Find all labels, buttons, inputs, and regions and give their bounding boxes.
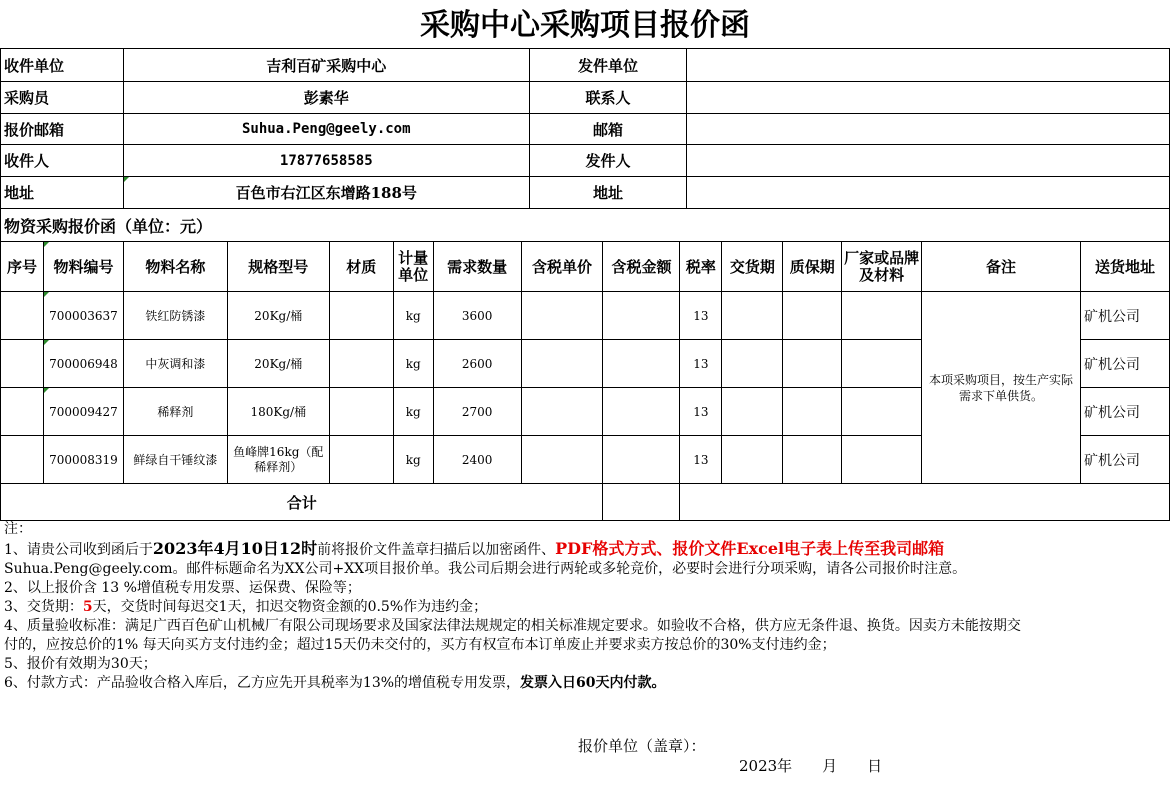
note-1-highlight: PDF格式方式、报价文件Excel电子表上传至我司邮箱 — [555, 539, 945, 558]
col-warranty: 质保期 — [783, 242, 842, 292]
col-delivery: 交货期 — [722, 242, 783, 292]
note-6 — [4, 674, 1168, 693]
buyer-label: 采购员 — [1, 82, 124, 114]
col-seq: 序号 — [1, 242, 44, 292]
cell-name: 鲜绿自干锤纹漆 — [123, 436, 227, 484]
receiver-unit-value: 吉利百矿采购中心 — [123, 49, 529, 82]
cell-material[interactable] — [329, 388, 393, 436]
quote-email-label: 报价邮箱 — [1, 114, 124, 145]
note-1-text: 1、请贵公司收到函后于 — [4, 542, 153, 558]
cell-material[interactable] — [329, 292, 393, 340]
cell-seq[interactable] — [1, 292, 44, 340]
buyer-value: 彭素华 — [123, 82, 529, 114]
cell-name: 稀释剂 — [123, 388, 227, 436]
cell-delivery[interactable] — [722, 340, 783, 388]
note-6-text: 6、付款方式：产品验收合格入库后，乙方应先开具税率为13%的增值税专用发票， — [4, 675, 521, 691]
col-brand: 厂家或品牌及材料 — [842, 242, 922, 292]
table-header-row — [1, 242, 1170, 292]
recipient-label: 收件人 — [1, 145, 124, 177]
receiver-unit-label: 收件单位 — [1, 49, 124, 82]
address-value: 百色市右江区东增路188号 — [123, 177, 529, 209]
cell-code: 700003637 — [43, 292, 123, 340]
cell-address: 矿机公司 — [1080, 388, 1169, 436]
cell-address: 矿机公司 — [1080, 340, 1169, 388]
cell-spec: 20Kg/桶 — [227, 340, 329, 388]
cell-brand[interactable] — [842, 340, 922, 388]
cell-amount[interactable] — [603, 292, 680, 340]
cell-brand[interactable] — [842, 292, 922, 340]
cell-amount[interactable] — [603, 388, 680, 436]
cell-material[interactable] — [329, 436, 393, 484]
cell-tax: 13 — [680, 436, 722, 484]
cell-code: 700006948 — [43, 340, 123, 388]
cell-qty: 2600 — [433, 340, 521, 388]
cell-name: 铁红防锈漆 — [123, 292, 227, 340]
col-name: 物料名称 — [123, 242, 227, 292]
note-3-text: 3、交货期： — [4, 599, 83, 615]
note-1-text2: 前将报价文件盖章扫描后以加密函件、 — [317, 542, 556, 558]
col-amount: 含税金额 — [603, 242, 680, 292]
col-qty: 需求数量 — [433, 242, 521, 292]
total-row — [1, 484, 1170, 521]
sender-address-value[interactable] — [687, 177, 1170, 209]
col-spec: 规格型号 — [227, 242, 329, 292]
cell-warranty[interactable] — [783, 292, 842, 340]
cell-qty: 2400 — [433, 436, 521, 484]
note-1-continued: Suhua.Peng@geely.com。邮件标题命名为XX公司+XX项目报价单。我公司后期会进行两轮或多轮竞价，必要时会进行分项采购，请各公司报价时注意。 — [4, 561, 967, 577]
total-amount[interactable] — [603, 484, 680, 521]
cell-delivery[interactable] — [722, 292, 783, 340]
cell-spec: 180Kg/桶 — [227, 388, 329, 436]
email-value[interactable] — [687, 114, 1170, 145]
cell-address: 矿机公司 — [1080, 436, 1169, 484]
section-title: 物资采购报价函（单位：元） — [1, 209, 1170, 242]
cell-qty: 3600 — [433, 292, 521, 340]
note-heading: 注： — [4, 521, 32, 537]
note-3 — [4, 598, 1168, 617]
signature-date: 2023年 月 日 — [739, 757, 883, 775]
note-1-deadline: 2023年4月10日12时 — [152, 539, 318, 558]
note-1 — [4, 539, 1168, 560]
total-blank — [680, 484, 1170, 521]
cell-amount[interactable] — [603, 436, 680, 484]
note-3-text2: 天，交货时间每迟交1天，扣迟交物资金额的0.5%作为违约金； — [92, 599, 488, 615]
col-material: 材质 — [329, 242, 393, 292]
sender-unit-label: 发件单位 — [529, 49, 687, 82]
cell-remark: 本项采购项目，按生产实际需求下单供货。 — [922, 292, 1081, 484]
cell-seq[interactable] — [1, 388, 44, 436]
cell-spec: 20Kg/桶 — [227, 292, 329, 340]
cell-warranty[interactable] — [783, 388, 842, 436]
notes — [4, 520, 1168, 693]
cell-unit: kg — [393, 388, 433, 436]
signature-label: 报价单位（盖章）： — [578, 737, 706, 755]
contact-value[interactable] — [687, 82, 1170, 114]
cell-code: 700009427 — [43, 388, 123, 436]
cell-seq[interactable] — [1, 340, 44, 388]
col-unit-price: 含税单价 — [521, 242, 603, 292]
table-row — [1, 292, 1170, 340]
note-3-days: 5 — [82, 599, 93, 615]
header-table — [0, 48, 1170, 242]
email-label: 邮箱 — [529, 114, 687, 145]
col-remark: 备注 — [922, 242, 1081, 292]
contact-label: 联系人 — [529, 82, 687, 114]
cell-brand[interactable] — [842, 388, 922, 436]
note-5: 5、报价有效期为30天； — [4, 656, 157, 672]
quote-email-value: Suhua.Peng@geely.com — [123, 114, 529, 145]
sender-unit-value[interactable] — [687, 49, 1170, 82]
note-2: 2、以上报价含 13 %增值税专用发票、运保费、保险等； — [4, 580, 361, 596]
cell-warranty[interactable] — [783, 436, 842, 484]
col-tax: 税率 — [680, 242, 722, 292]
col-unit: 计量单位 — [393, 242, 433, 292]
cell-warranty[interactable] — [783, 340, 842, 388]
cell-qty: 2700 — [433, 388, 521, 436]
cell-code: 700008319 — [43, 436, 123, 484]
note-6-bold: 发票入日60天内付款。 — [520, 675, 666, 691]
cell-delivery[interactable] — [722, 388, 783, 436]
sender-value[interactable] — [687, 145, 1170, 177]
sender-address-label: 地址 — [529, 177, 687, 209]
cell-tax: 13 — [680, 340, 722, 388]
cell-unit-price[interactable] — [521, 340, 603, 388]
page-title: 采购中心采购项目报价函 — [420, 8, 750, 43]
cell-seq[interactable] — [1, 436, 44, 484]
items-table — [0, 241, 1170, 521]
cell-tax: 13 — [680, 292, 722, 340]
cell-material[interactable] — [329, 340, 393, 388]
sender-label: 发件人 — [529, 145, 687, 177]
cell-spec: 鱼峰牌16kg（配稀释剂） — [227, 436, 329, 484]
col-address: 送货地址 — [1080, 242, 1169, 292]
cell-unit-price[interactable] — [521, 292, 603, 340]
address-label: 地址 — [1, 177, 124, 209]
cell-delivery[interactable] — [722, 436, 783, 484]
recipient-phone: 17877658585 — [123, 145, 529, 177]
cell-unit: kg — [393, 292, 433, 340]
cell-brand[interactable] — [842, 436, 922, 484]
col-code: 物料编号 — [43, 242, 123, 292]
cell-name: 中灰调和漆 — [123, 340, 227, 388]
cell-address: 矿机公司 — [1080, 292, 1169, 340]
note-4-continued: 付的，应按总价的1% 每天向买方支付违约金；超过15天仍未交付的，买方有权宣布本订单废止并要求卖方按总价的30%支付违约金； — [4, 637, 836, 653]
cell-unit-price[interactable] — [521, 436, 603, 484]
cell-amount[interactable] — [603, 340, 680, 388]
cell-unit: kg — [393, 436, 433, 484]
cell-unit: kg — [393, 340, 433, 388]
cell-unit-price[interactable] — [521, 388, 603, 436]
note-4: 4、质量验收标准：满足广西百色矿山机械厂有限公司现场要求及国家法律法规规定的相关标准规定要求。如验收不合格，供方应无条件退、换货。因卖方未能按期交 — [4, 618, 1021, 634]
cell-tax: 13 — [680, 388, 722, 436]
total-label: 合计 — [1, 484, 603, 521]
